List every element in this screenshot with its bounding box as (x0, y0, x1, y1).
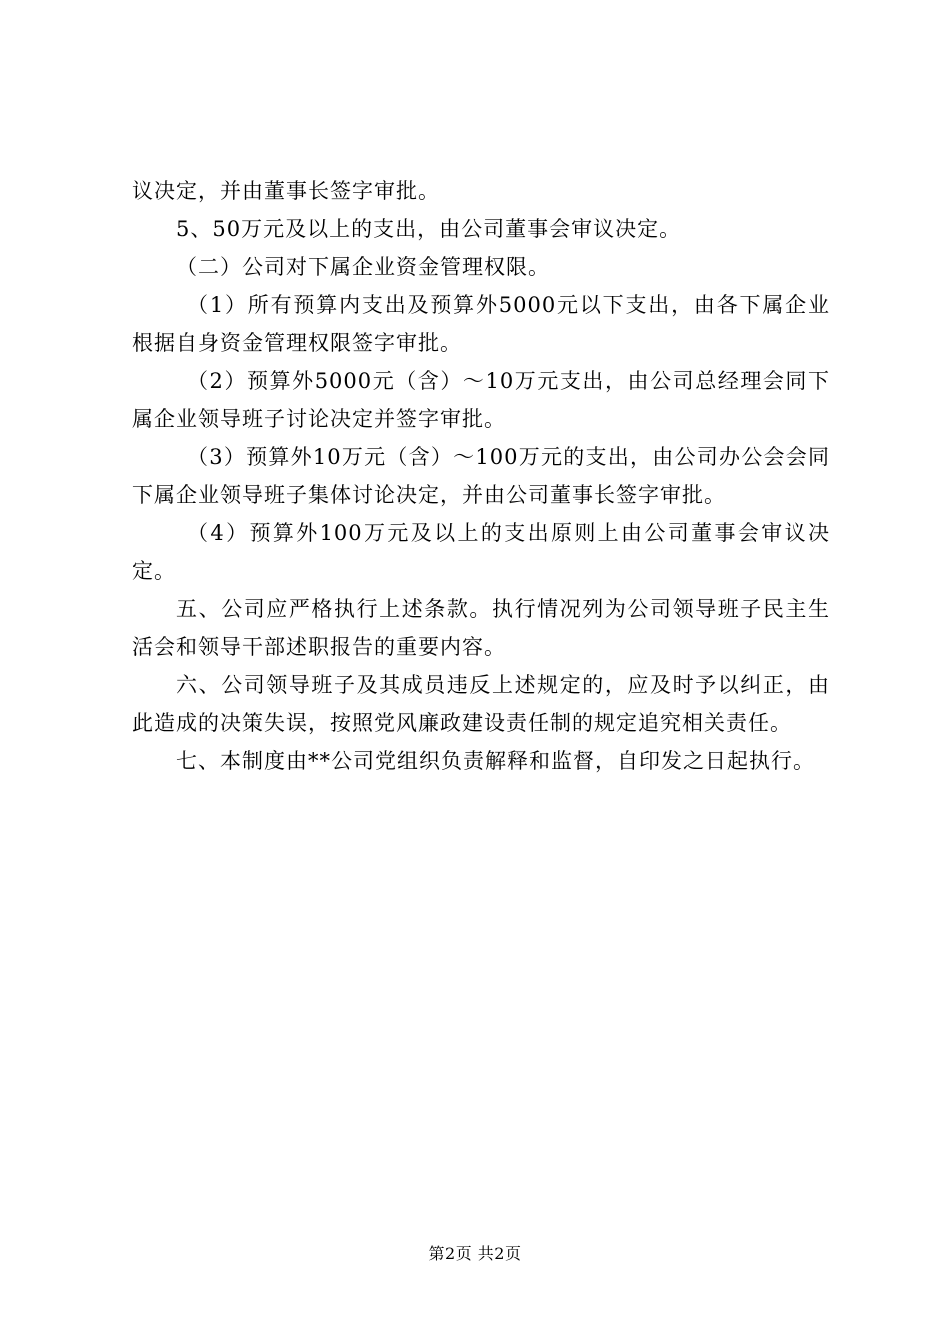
paragraph-section-2: （二）公司对下属企业资金管理权限。 (176, 255, 550, 279)
paragraph-sub-2: （2）预算外5000元（含）～10万元支出，由公司总经理会同下属企业领导班子讨论决定并签字审批。 (132, 369, 830, 431)
page-footer (0, 1243, 950, 1265)
document-body (132, 172, 830, 780)
paragraph-item-5: 5、50万元及以上的支出，由公司董事会审议决定。 (176, 217, 682, 241)
paragraph-sub-3: （3）预算外10万元（含）～100万元的支出，由公司办公会会同下属企业领导班子集体讨论决定，并由公司董事长签字审批。 (132, 445, 830, 507)
paragraph-continuation: 议决定，并由董事长签字审批。 (132, 179, 440, 203)
paragraph-sub-4: （4）预算外100万元及以上的支出原则上由公司董事会审议决定。 (132, 521, 830, 583)
paragraph-article-7: 七、本制度由**公司党组织负责解释和监督，自印发之日起执行。 (176, 749, 815, 773)
paragraph-article-5: 五、公司应严格执行上述条款。执行情况列为公司领导班子民主生活会和领导干部述职报告的重要内容。 (132, 597, 830, 659)
paragraph-article-6: 六、公司领导班子及其成员违反上述规定的，应及时予以纠正，由此造成的决策失误，按照党风廉政建设责任制的规定追究相关责任。 (132, 673, 830, 735)
page-number-label: 第2页 共2页 (428, 1244, 522, 1263)
paragraph-sub-1: （1）所有预算内支出及预算外5000元以下支出，由各下属企业根据自身资金管理权限签字审批。 (132, 293, 830, 355)
